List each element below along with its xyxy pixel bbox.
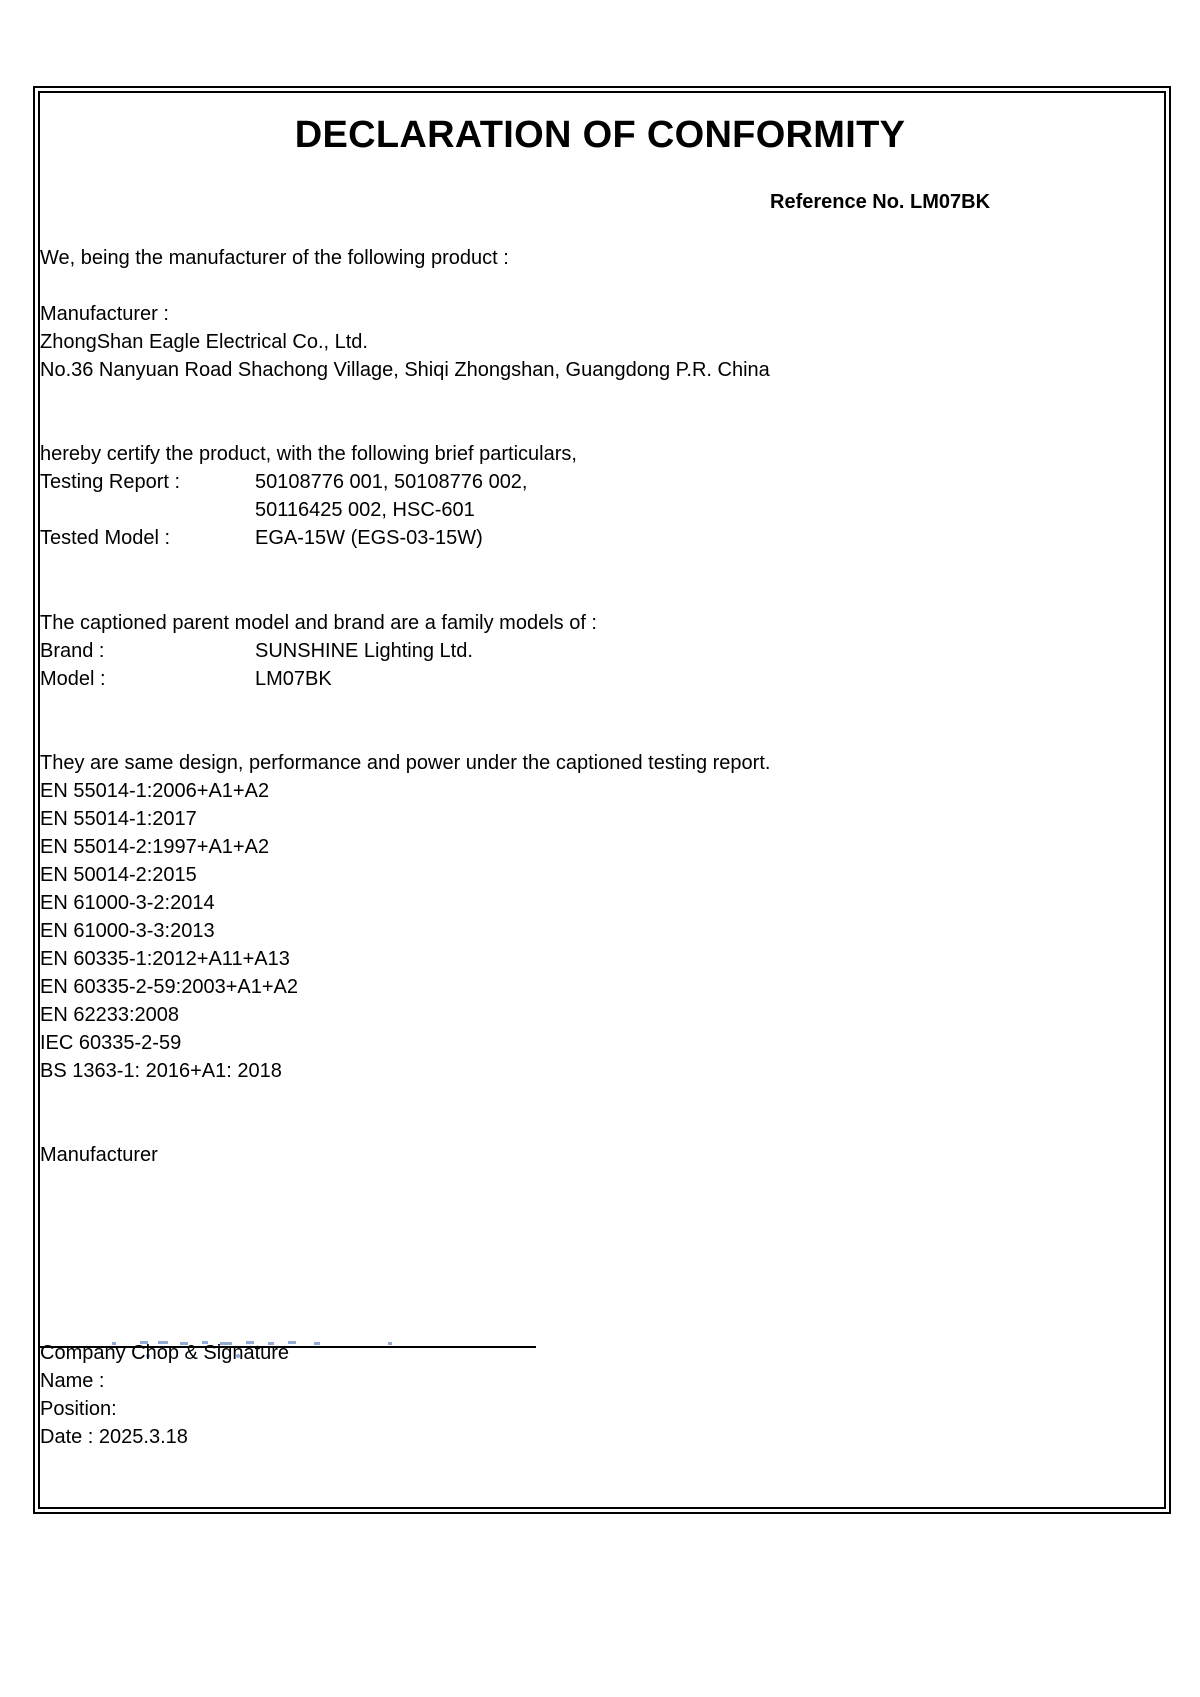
standard-item: EN 61000-3-2:2014 <box>40 892 215 914</box>
name-label: Name : <box>40 1370 105 1392</box>
testing-report-value-1: 50108776 001, 50108776 002, <box>255 471 528 493</box>
standard-item: EN 60335-2-59:2003+A1+A2 <box>40 976 298 998</box>
manufacturer-label: Manufacturer : <box>40 303 169 325</box>
certify-text: hereby certify the product, with the following brief particulars, <box>40 443 577 465</box>
reference-number: Reference No. LM07BK <box>770 191 991 213</box>
brand-label: Brand : <box>40 640 105 662</box>
standard-item: EN 55014-1:2006+A1+A2 <box>40 780 270 802</box>
standard-item: EN 55014-2:1997+A1+A2 <box>40 836 270 858</box>
model-value: LM07BK <box>255 668 332 690</box>
testing-report-label: Testing Report : <box>40 471 181 493</box>
chop-signature-label: Company Chop & Signature <box>40 1342 290 1364</box>
standard-item: EN 55014-1:2017 <box>40 808 197 830</box>
model-label: Model : <box>40 668 106 690</box>
standard-item: BS 1363-1: 2016+A1: 2018 <box>40 1060 282 1082</box>
position-label: Position: <box>40 1398 117 1420</box>
manufacturer-name: ZhongShan Eagle Electrical Co., Ltd. <box>40 331 368 353</box>
signature-manufacturer-label: Manufacturer <box>40 1144 158 1166</box>
standard-item: EN 62233:2008 <box>40 1004 180 1026</box>
tested-model-value: EGA-15W (EGS-03-15W) <box>255 527 483 549</box>
standards-intro: They are same design, performance and power under the captioned testing report. <box>40 752 771 774</box>
intro-text: We, being the manufacturer of the following product : <box>40 247 509 269</box>
standard-item: EN 61000-3-3:2013 <box>40 920 215 942</box>
family-text: The captioned parent model and brand are a family models of : <box>40 612 597 634</box>
date-label: Date : 2025.3.18 <box>40 1426 188 1448</box>
testing-report-value-2: 50116425 002, HSC-601 <box>255 499 475 521</box>
standard-item: IEC 60335-2-59 <box>40 1032 182 1054</box>
manufacturer-address: No.36 Nanyuan Road Shachong Village, Shiqi Zhongshan, Guangdong P.R. China <box>40 359 770 381</box>
standard-item: EN 50014-2:2015 <box>40 864 197 886</box>
standard-item: EN 60335-1:2012+A11+A13 <box>40 948 290 970</box>
brand-value: SUNSHINE Lighting Ltd. <box>255 640 473 662</box>
document-title: DECLARATION OF CONFORMITY <box>294 114 906 156</box>
tested-model-label: Tested Model : <box>40 527 171 549</box>
